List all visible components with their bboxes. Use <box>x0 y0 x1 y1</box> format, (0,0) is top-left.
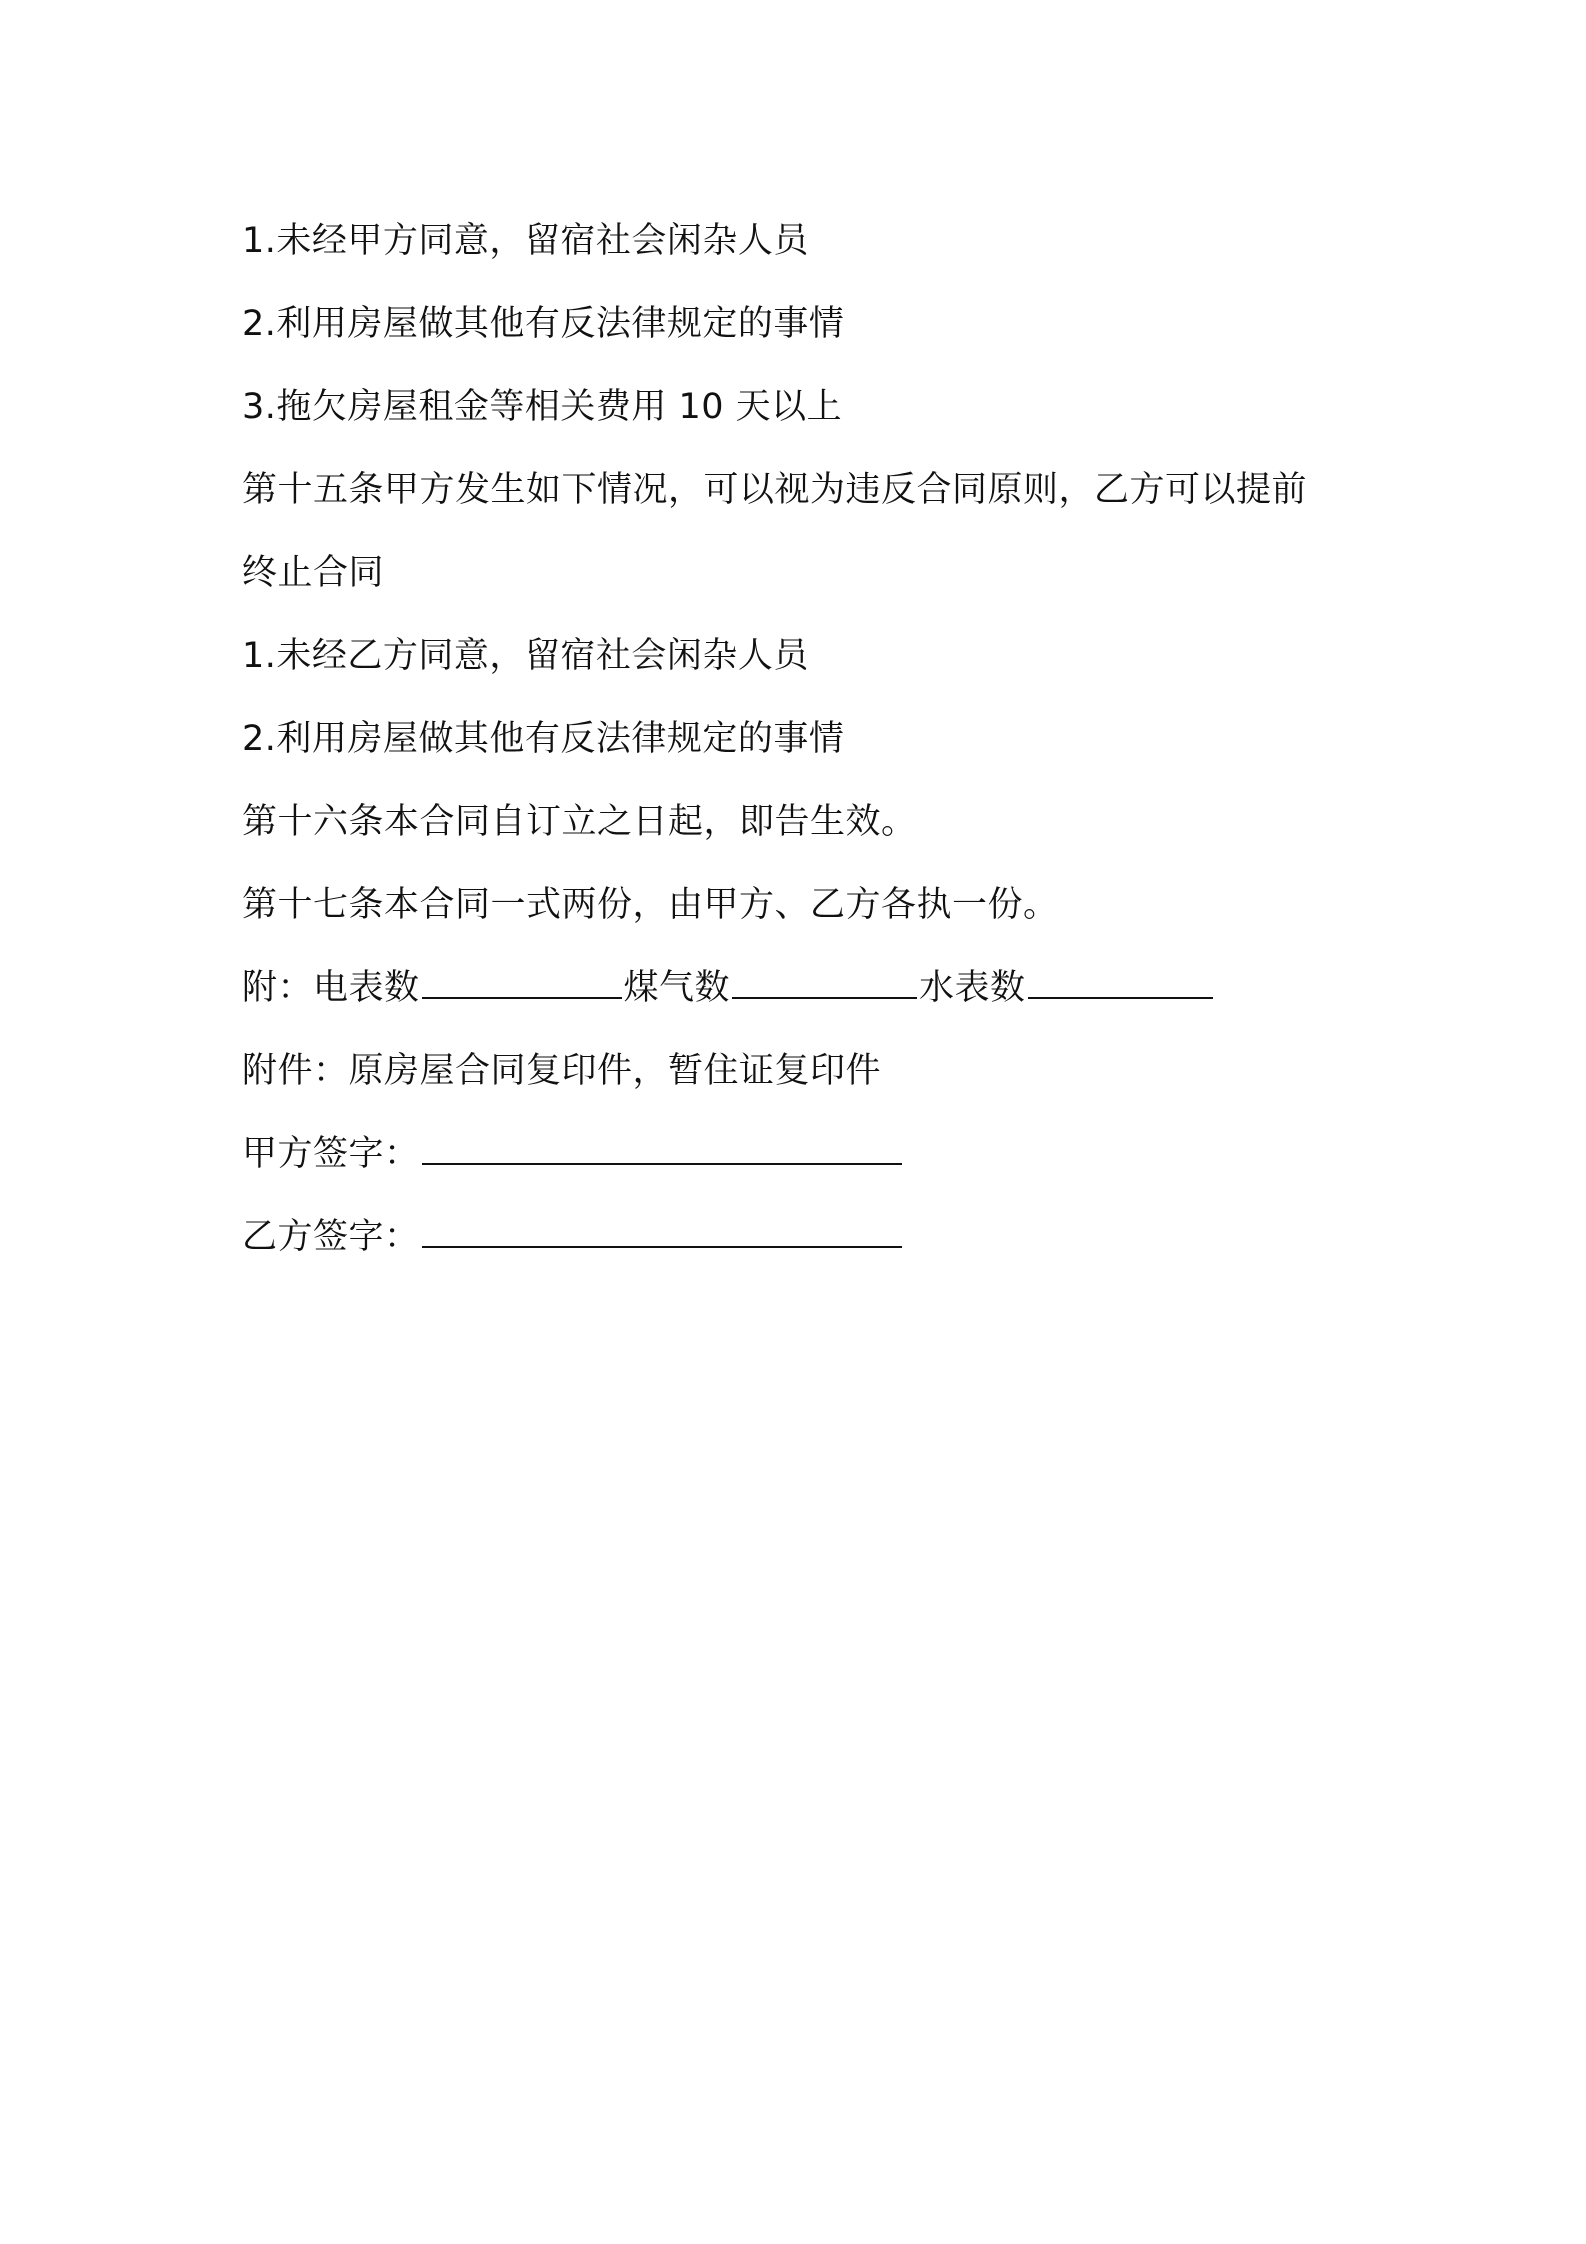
clause-line-4: 1.未经乙方同意，留宿社会闲杂人员 <box>242 636 809 676</box>
gas-meter-blank[interactable] <box>732 967 917 999</box>
meter-readings-line <box>242 947 1362 1030</box>
document-body <box>242 200 1362 1279</box>
gas-meter-label: 煤气数 <box>623 968 731 1008</box>
water-meter-blank[interactable] <box>1028 967 1213 999</box>
clause-line-2: 2.利用房屋做其他有反法律规定的事情 <box>242 304 845 344</box>
attachment-line: 附件：原房屋合同复印件，暂住证复印件 <box>242 1051 882 1091</box>
party-b-signature-blank[interactable] <box>422 1216 902 1248</box>
water-meter-label: 水表数 <box>919 968 1026 1008</box>
clause-line-1: 1.未经甲方同意，留宿社会闲杂人员 <box>242 221 809 261</box>
party-b-signature-label: 乙方签字： <box>242 1217 420 1257</box>
clause-line-3: 3.拖欠房屋租金等相关费用 10 天以上 <box>242 387 843 427</box>
electric-meter-label: 附：电表数 <box>242 968 420 1008</box>
electric-meter-blank[interactable] <box>422 967 622 999</box>
party-a-signature-label: 甲方签字： <box>242 1134 420 1174</box>
article-15-line: 第十五条甲方发生如下情况，可以视为违反合同原则，乙方可以提前 <box>242 470 1308 510</box>
party-a-signature-blank[interactable] <box>422 1133 902 1165</box>
article-15-continuation: 终止合同 <box>242 553 385 593</box>
article-17-line: 第十七条本合同一式两份，由甲方、乙方各执一份。 <box>242 885 1059 925</box>
party-b-signature-line <box>242 1196 1362 1279</box>
party-a-signature-line <box>242 1113 1362 1196</box>
article-16-line: 第十六条本合同自订立之日起，即告生效。 <box>242 802 917 842</box>
clause-line-5: 2.利用房屋做其他有反法律规定的事情 <box>242 719 845 759</box>
